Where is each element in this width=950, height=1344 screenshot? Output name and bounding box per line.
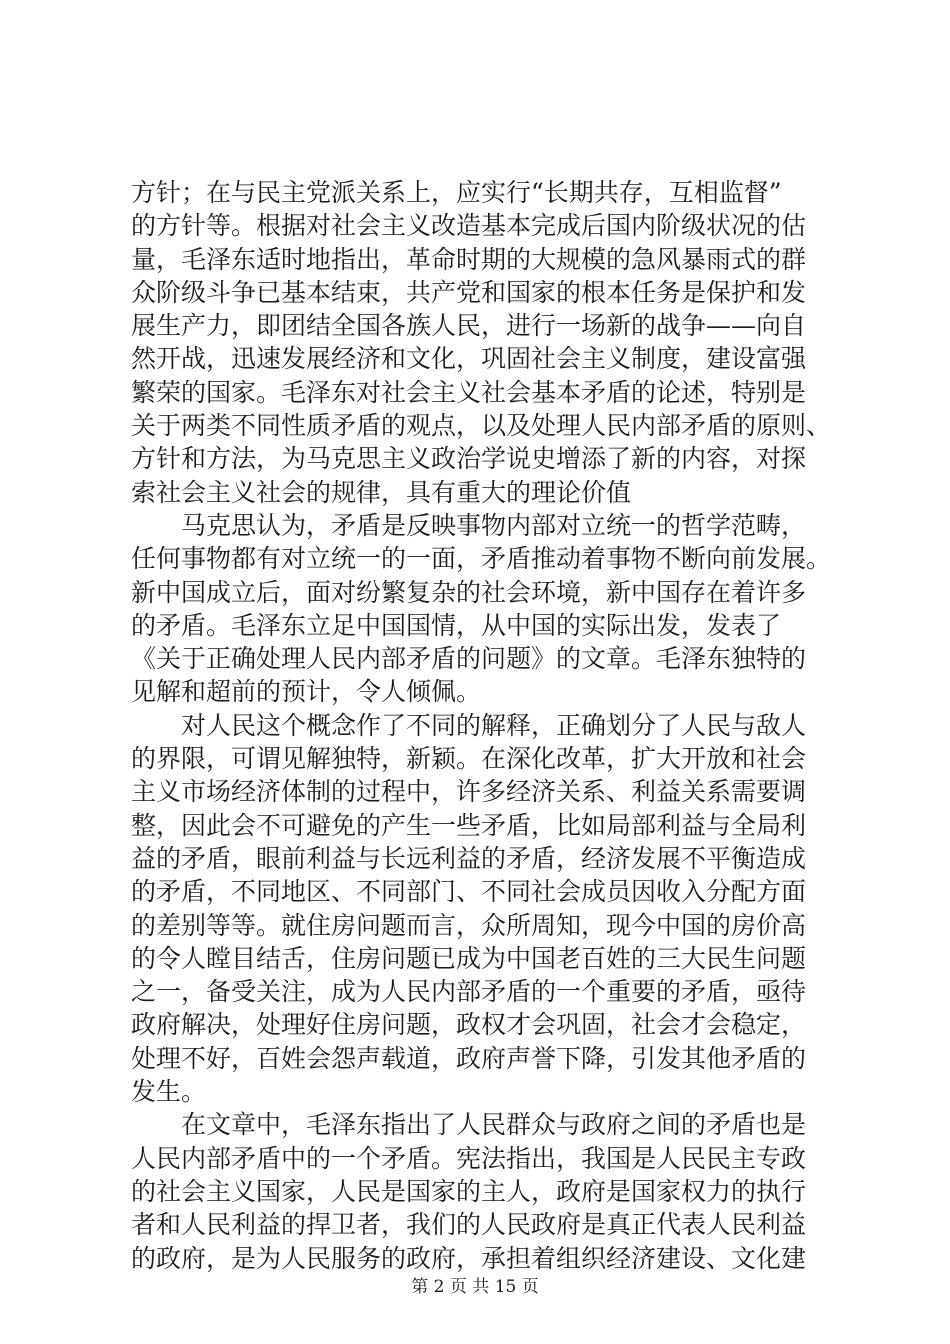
text-line: 任何事物都有对立统一的一面，矛盾推动着事物不断向前发展。 xyxy=(131,544,831,574)
page-footer: 第 2 页 共 15 页 xyxy=(411,1277,539,1297)
text-line: 关于两类不同性质矛盾的观点，以及处理人民内部矛盾的原则、 xyxy=(131,411,831,441)
text-line: 的差别等等。就住房问题而言，众所周知，现今中国的房价高 xyxy=(131,910,807,940)
text-line: 方针和方法，为马克思主义政治学说史增添了新的内容，对探 xyxy=(131,444,807,474)
text-line: 的矛盾。毛泽东立足中国国情，从中国的实际出发，发表了 xyxy=(131,610,782,640)
body-text xyxy=(131,176,831,1275)
text-line: 繁荣的国家。毛泽东对社会主义社会基本矛盾的论述，特别是 xyxy=(131,377,807,407)
text-line: 的政府，是为人民服务的政府，承担着组织经济建设、文化建 xyxy=(131,1243,807,1273)
text-line: 对人民这个概念作了不同的解释，正确划分了人民与敌人 xyxy=(131,710,807,740)
text-line: 方针；在与民主党派关系上，应实行“长期共存，互相监督” xyxy=(131,178,782,207)
text-line: 之一，备受关注，成为人民内部矛盾的一个重要的矛盾，亟待 xyxy=(131,977,807,1007)
text-line: 新中国成立后，面对纷繁复杂的社会环境，新中国存在着许多 xyxy=(131,577,807,607)
text-line: 在文章中，毛泽东指出了人民群众与政府之间的矛盾也是 xyxy=(131,1110,807,1140)
text-line: 的矛盾，不同地区、不同部门、不同社会成员因收入分配方面 xyxy=(131,877,807,907)
text-line: 的令人瞠目结舌，住房问题已成为中国老百姓的三大民生问题 xyxy=(131,943,807,973)
text-line: 量，毛泽东适时地指出，革命时期的大规模的急风暴雨式的群 xyxy=(131,244,807,274)
text-line: 马克思认为，矛盾是反映事物内部对立统一的哲学范畴， xyxy=(131,510,807,540)
text-line: 见解和超前的预计，令人倾佩。 xyxy=(131,677,482,707)
text-line: 索社会主义社会的规律，具有重大的理论价值 xyxy=(131,477,632,507)
text-line: 人民内部矛盾中的一个矛盾。宪法指出，我国是人民民主专政 xyxy=(131,1143,807,1173)
text-line: 整，因此会不可避免的产生一些矛盾，比如局部利益与全局利 xyxy=(131,810,807,840)
text-line: 的方针等。根据对社会主义改造基本完成后国内阶级状况的估 xyxy=(131,211,807,241)
text-line: 者和人民利益的捍卫者，我们的人民政府是真正代表人民利益 xyxy=(131,1210,807,1240)
text-line: 《关于正确处理人民内部矛盾的问题》的文章。毛泽东独特的 xyxy=(131,644,807,674)
text-line: 发生。 xyxy=(131,1077,207,1107)
text-line: 益的矛盾，眼前利益与长远利益的矛盾，经济发展不平衡造成 xyxy=(131,843,807,873)
text-line: 政府解决，处理好住房问题，政权才会巩固，社会才会稳定， xyxy=(131,1010,807,1040)
text-line: 众阶级斗争已基本结束，共产党和国家的根本任务是保护和发 xyxy=(131,277,807,307)
text-line: 然开战，迅速发展经济和文化，巩固社会主义制度，建设富强 xyxy=(131,344,807,374)
text-line: 展生产力，即团结全国各族人民，进行一场新的战争——向自 xyxy=(131,311,807,341)
text-line: 处理不好，百姓会怨声载道，政府声誉下降，引发其他矛盾的 xyxy=(131,1043,807,1073)
text-line: 主义市场经济体制的过程中，许多经济关系、利益关系需要调 xyxy=(131,777,807,807)
text-line: 的社会主义国家，人民是国家的主人，政府是国家权力的执行 xyxy=(131,1176,807,1206)
text-line: 的界限，可谓见解独特，新颖。在深化改革，扩大开放和社会 xyxy=(131,744,807,774)
